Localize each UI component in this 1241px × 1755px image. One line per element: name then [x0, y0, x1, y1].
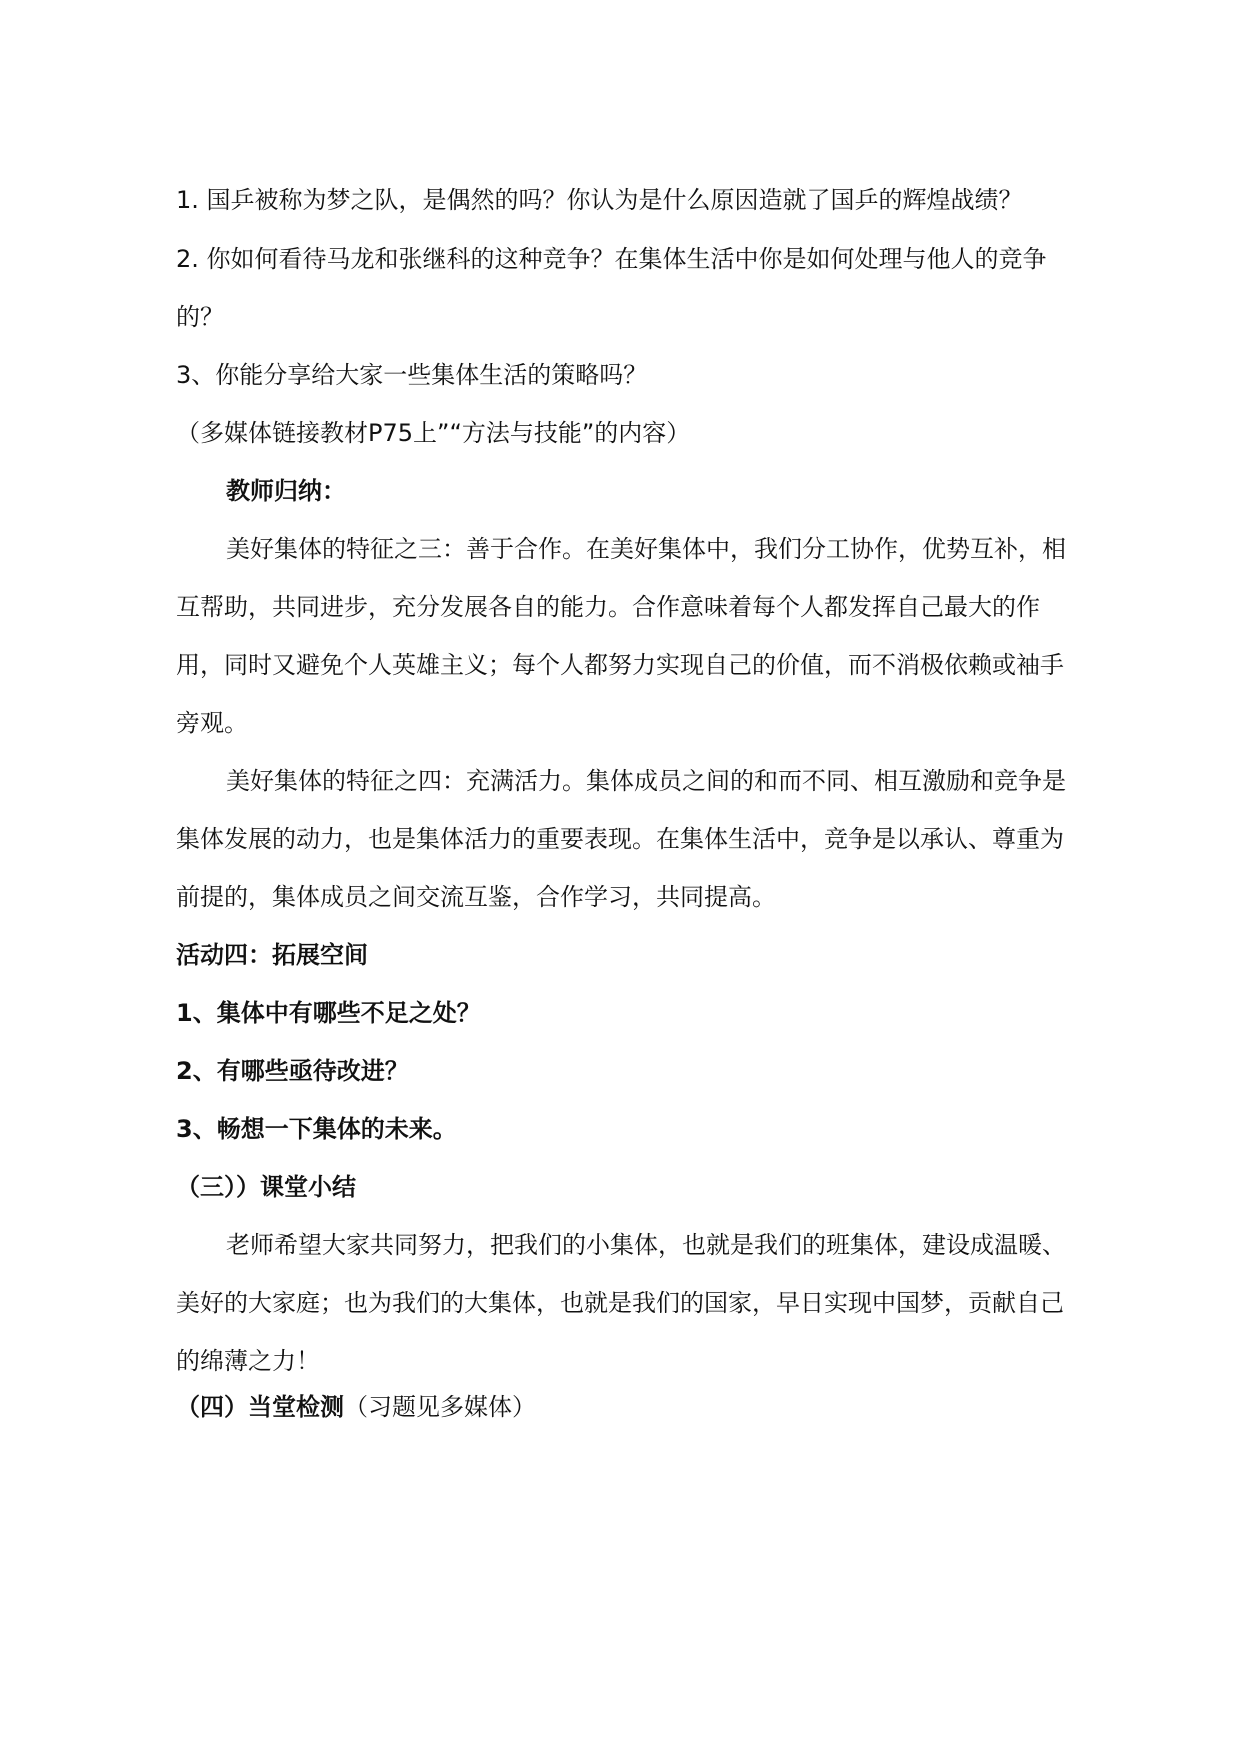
summary-paragraph-2-line-1: 美好集体的特征之四：充满活力。集体成员之间的和而不同、相互激励和竞争是 — [226, 767, 1066, 795]
question-3: 3、你能分享给大家一些集体生活的策略吗？ — [176, 361, 648, 389]
classroom-test-note: （习题见多媒体） — [344, 1393, 536, 1421]
activity-4-heading: 活动四：拓展空间 — [176, 941, 368, 969]
summary-paragraph-1-line-4: 旁观。 — [176, 709, 248, 737]
question-2-line-2: 的？ — [176, 303, 224, 331]
summary-paragraph-1-line-3: 用，同时又避免个人英雄主义；每个人都努力实现自己的价值，而不消极依赖或袖手 — [176, 651, 1064, 679]
teacher-summary-heading: 教师归纳： — [226, 477, 346, 505]
summary-paragraph-2-line-2: 集体发展的动力，也是集体活力的重要表现。在集体生活中，竞争是以承认、尊重为 — [176, 825, 1064, 853]
activity-4-item-1: 1、集体中有哪些不足之处？ — [176, 999, 481, 1027]
question-1: 1. 国乒被称为梦之队，是偶然的吗？你认为是什么原因造就了国乒的辉煌战绩？ — [176, 186, 1023, 214]
activity-4-item-3: 3、畅想一下集体的未来。 — [176, 1115, 457, 1143]
classroom-test-title: （四）当堂检测 — [176, 1393, 344, 1421]
summary-paragraph-1-line-2: 互帮助，共同进步，充分发展各自的能力。合作意味着每个人都发挥自己最大的作 — [176, 593, 1040, 621]
class-summary-line-2: 美好的大家庭；也为我们的大集体，也就是我们的国家，早日实现中国梦，贡献自己 — [176, 1289, 1064, 1317]
multimedia-note: （多媒体链接教材P75上”“方法与技能”的内容） — [176, 419, 691, 447]
summary-paragraph-1-line-1: 美好集体的特征之三：善于合作。在美好集体中，我们分工协作，优势互补，相 — [226, 535, 1066, 563]
class-summary-heading: （三））课堂小结 — [176, 1173, 356, 1201]
class-summary-line-3: 的绵薄之力！ — [176, 1347, 320, 1375]
classroom-test-heading — [176, 1389, 536, 1425]
summary-paragraph-2-line-3: 前提的，集体成员之间交流互鉴，合作学习，共同提高。 — [176, 883, 776, 911]
activity-4-item-2: 2、有哪些亟待改进？ — [176, 1057, 409, 1085]
class-summary-line-1: 老师希望大家共同努力，把我们的小集体，也就是我们的班集体，建设成温暖、 — [226, 1231, 1066, 1259]
question-2-line-1: 2. 你如何看待马龙和张继科的这种竞争？在集体生活中你是如何处理与他人的竞争 — [176, 245, 1047, 273]
